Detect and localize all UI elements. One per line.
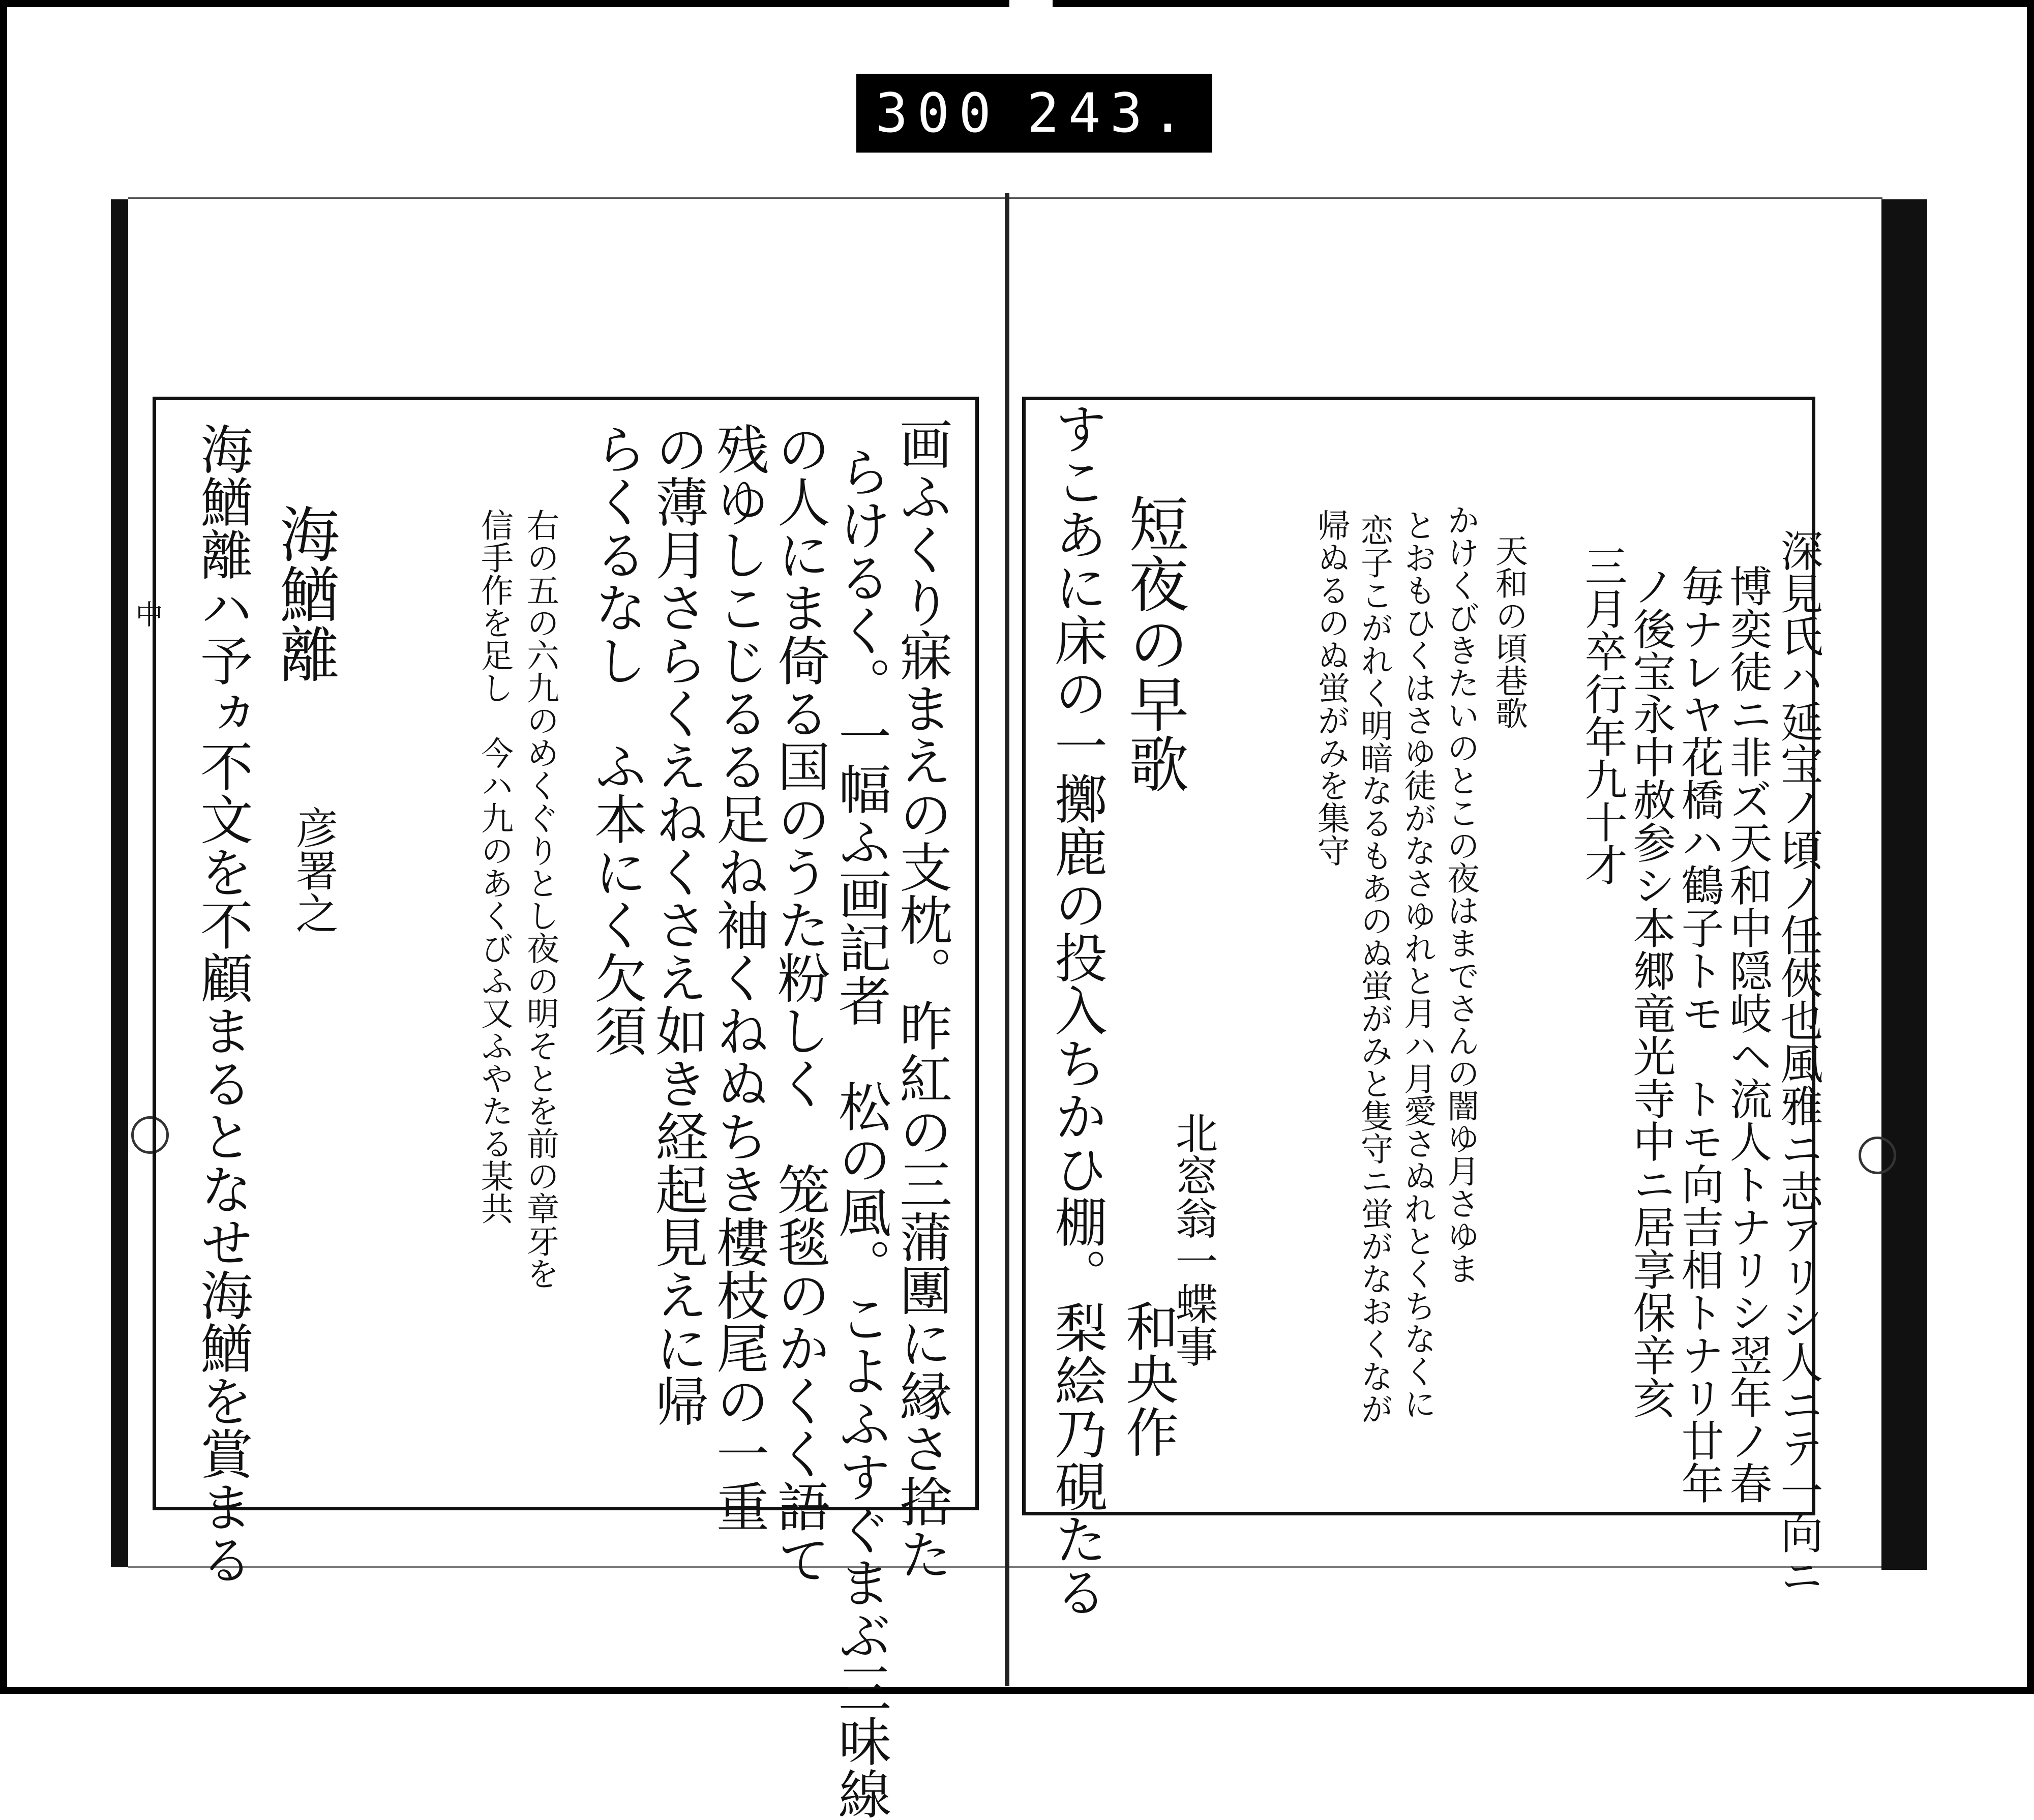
right-page-author-2: 和央作	[1117, 1299, 1179, 1458]
left-title-author: 彦署之	[289, 806, 339, 934]
book-right-edge	[1881, 199, 1927, 1570]
frame-number: 300	[875, 82, 1001, 144]
right-page-author: 北窓翁一蝶事	[1169, 1111, 1218, 1367]
page-number: 243.	[1027, 82, 1193, 144]
poem-line: すこあに床の一擲鹿の投入ちかひ棚。梨絵乃硯たる	[1045, 402, 1108, 1618]
right-margin-seal	[1859, 1137, 1896, 1174]
poem-title: 短夜の早歌	[1119, 493, 1189, 793]
bio-line-1: 深見氏ハ延宝ノ頃ノ任俠也風雅ニ志アリシ人ニテ一向ニ	[1774, 529, 1823, 1597]
left-title: 海鰌離	[270, 503, 340, 683]
left-note-line-2: 信手作を足し 今ハ九のあくびふ又ふやたる某共	[475, 509, 513, 1225]
song-line-4: 帰ぬるのぬ蛍がみを集守	[1312, 509, 1350, 867]
left-main-line-5: の薄月さらくえねくさえ如き経起見えに帰	[646, 422, 708, 1427]
song-line-3: 恋子こがれく明暗なるもあのぬ蛍がみと隻守ニ蛍がなおくなが	[1355, 514, 1393, 1425]
left-main-line-2: らけるく。一幅ふ画記者 松の風。こよふすぐまぶ三味線	[829, 445, 891, 1820]
song-title: 天和の頃巷歌	[1490, 534, 1528, 729]
song-line-1: かけくびきたいのとこの夜はまでさんの闇ゆ月さゆま	[1442, 503, 1479, 1285]
frame-top-edge-right	[1053, 0, 2034, 7]
frame-top-edge-left	[0, 0, 1009, 7]
left-main-line-6: らくるなし ふ本にく欠須	[585, 422, 647, 1057]
bio-line-3: 毎ナレヤ花橋ハ鶴子トモ トモ向吉相トナリ廿年	[1674, 564, 1724, 1504]
book-left-edge	[111, 199, 128, 1567]
margin-mark: 中	[131, 600, 163, 628]
left-main-line-3: の人にま倚る国のうた粉しく 笼毯のかくく語て	[768, 422, 830, 1586]
book-gutter	[1005, 193, 1009, 1686]
frame-right-edge	[2027, 0, 2034, 1694]
bio-line-5: 三月卒行年九十才	[1578, 544, 1628, 886]
frame-left-edge	[0, 0, 7, 1694]
film-counter-label	[856, 74, 1212, 153]
frame-bottom-edge	[0, 1687, 2034, 1694]
left-text-line-1: 海鰌離ハ予ヵ不文を不顧まるとなせ海鰌を賞まる	[191, 422, 253, 1586]
bio-line-4: ノ後宝永中赦参シ本郷竜光寺中ニ居享保辛亥	[1626, 564, 1676, 1419]
left-main-line-4: 残ゆしこじるる足ね袖くねぬちき樓枝尾の一重	[707, 422, 769, 1533]
left-note-line-1: 右の五の六九のめくぐりとし夜の明そとを前の章牙を	[521, 509, 559, 1290]
bio-line-2: 博奕徒ニ非ズ天和中隠岐ヘ流人トナリシ翌年ノ春	[1723, 564, 1773, 1504]
left-main-line-1: 画ふくり寐まえの支枕。昨紅の三蒲團に縁さ捨た	[890, 417, 952, 1580]
song-line-2: とおもひくはさゆ徒がなさゆれと月ハ月愛さぬれとくちなくに	[1398, 509, 1436, 1420]
